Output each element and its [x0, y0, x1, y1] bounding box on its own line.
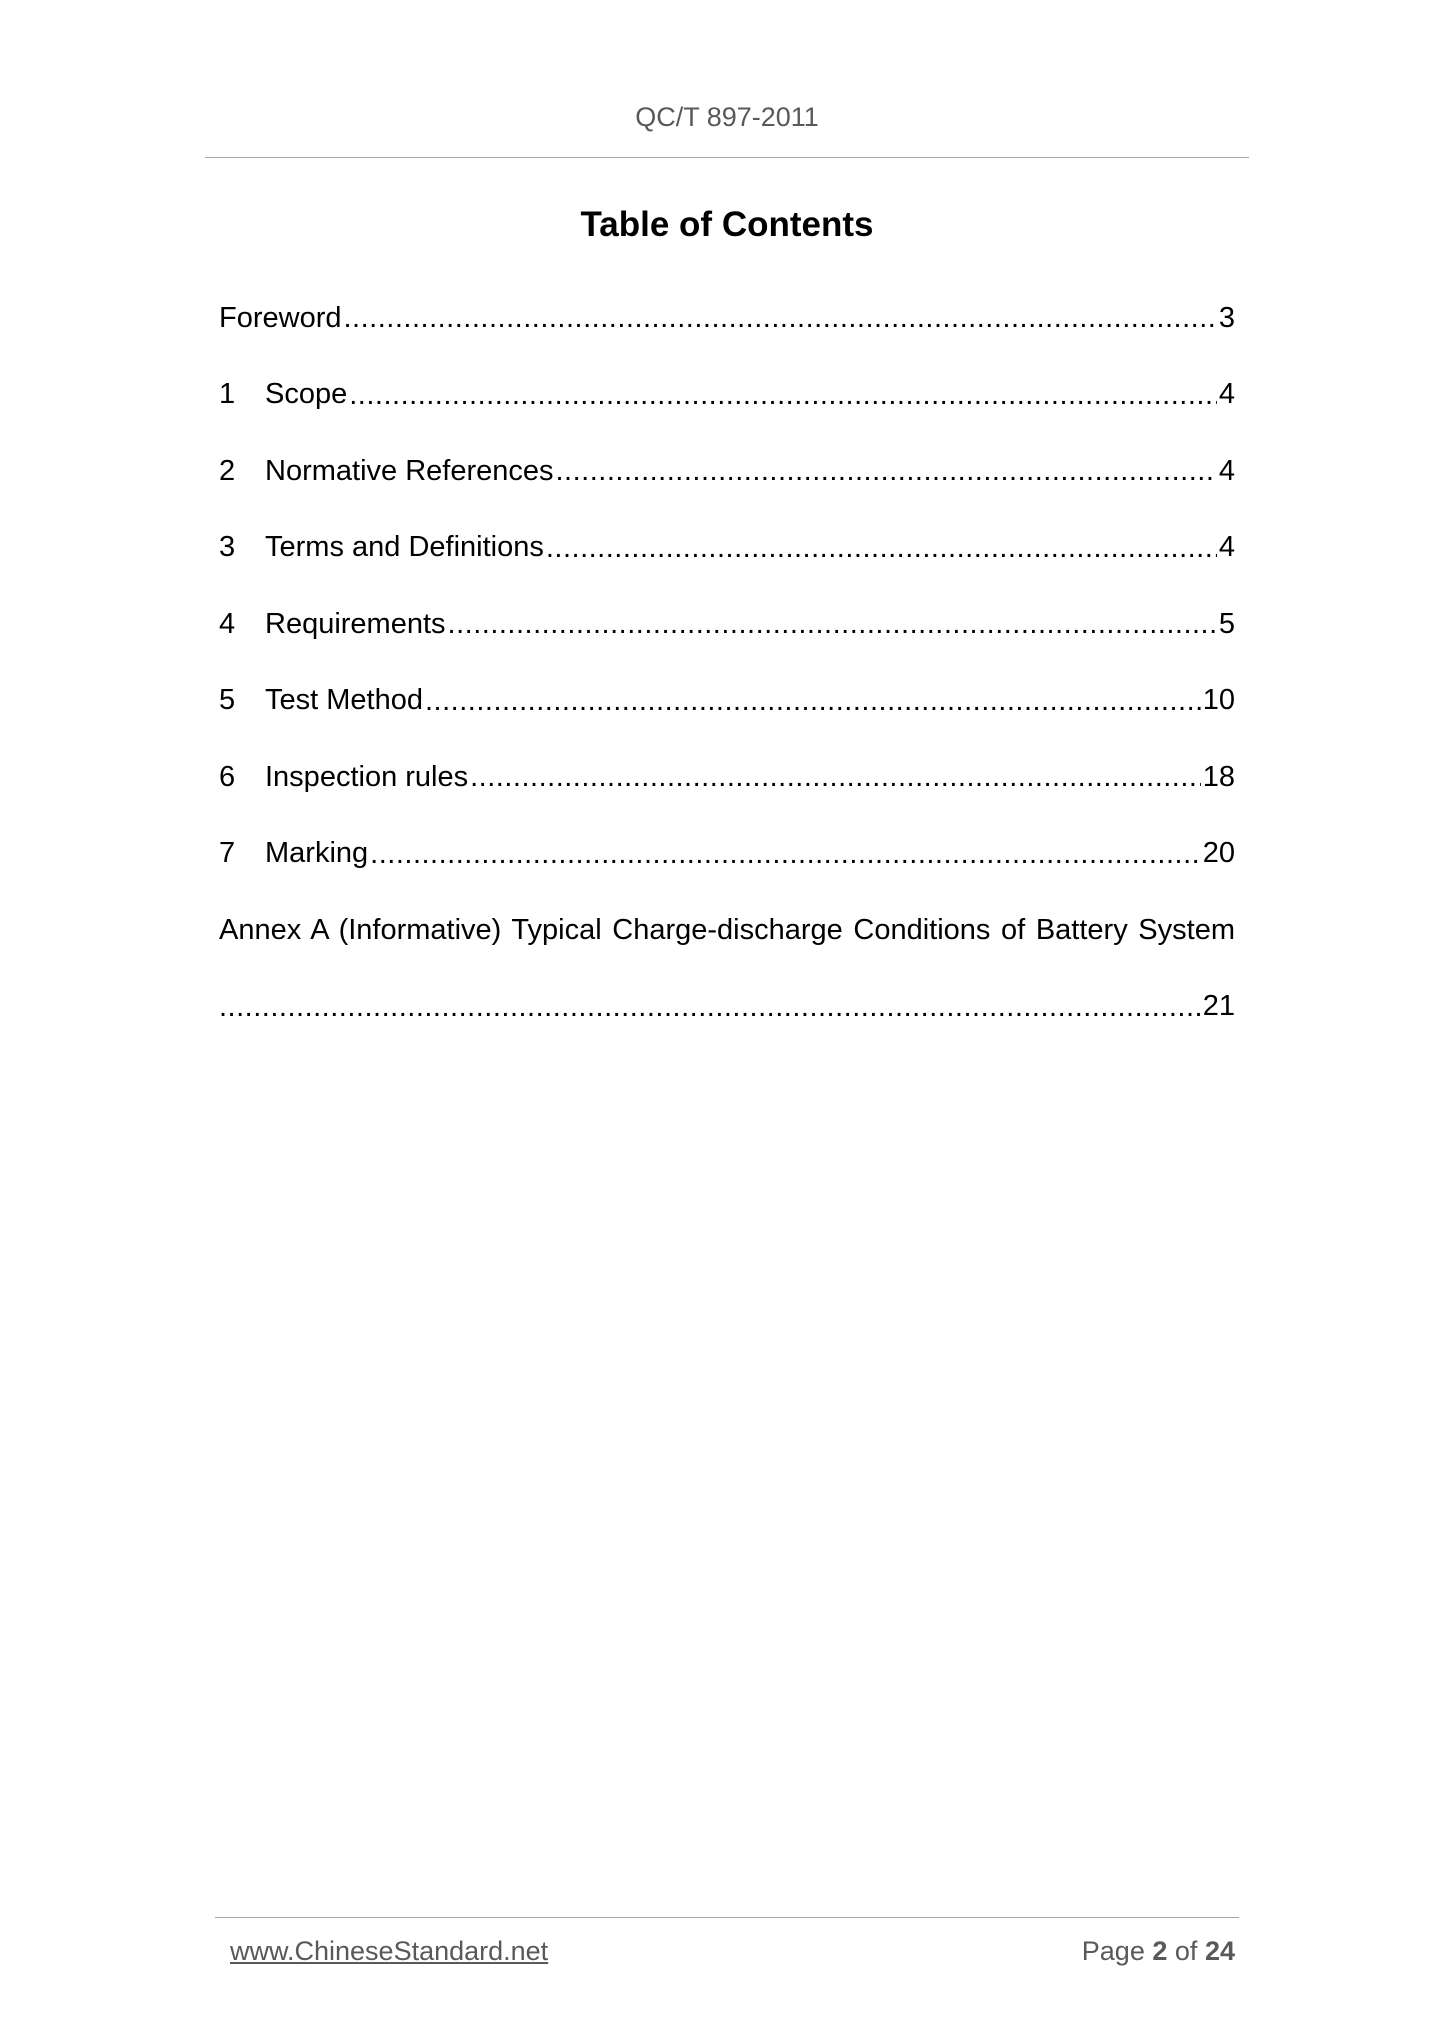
toc-entry-normative-references[interactable]: [219, 433, 1235, 510]
toc-entry-number: 5: [219, 684, 236, 717]
toc-entry-label: Terms and Definitions: [265, 531, 544, 564]
toc-entry-page: 18: [1202, 760, 1235, 793]
toc-entry-number: 1: [219, 378, 236, 411]
toc-entry-scope[interactable]: [219, 357, 1235, 434]
toc-entry-label: Scope: [265, 378, 348, 411]
toc-entry-label: Normative References: [265, 454, 554, 487]
toc-entry-number: 6: [219, 760, 236, 793]
toc-entry-label: Test Method: [265, 684, 423, 717]
toc-dot-leader: [556, 454, 1217, 488]
toc-entry-page: 20: [1202, 837, 1235, 870]
toc-entry-number: 7: [219, 837, 236, 870]
toc-entry-inspection-rules[interactable]: [219, 739, 1235, 816]
toc-entry-requirements[interactable]: [219, 586, 1235, 663]
toc-entry-label: Annex A (Informative) Typical Charge-discharge Conditions of Battery System: [219, 913, 1235, 946]
current-page-number: 2: [1152, 1936, 1168, 1966]
toc-entry-foreword[interactable]: [219, 280, 1235, 357]
page-indicator: [1082, 1936, 1235, 1967]
toc-dot-leader: [470, 760, 1201, 794]
toc-entry-terms-and-definitions[interactable]: [219, 510, 1235, 587]
toc-entry-page: 4: [1218, 378, 1235, 411]
toc-entry-page: 4: [1218, 454, 1235, 487]
toc-dot-leader: [425, 684, 1201, 718]
footer-divider: [215, 1917, 1239, 1918]
toc-entry-page: 21: [1202, 990, 1235, 1023]
toc-dot-leader: [546, 531, 1217, 565]
toc-title: Table of Contents: [580, 205, 874, 244]
toc-entry-label: Marking: [265, 837, 369, 870]
toc-entry-label: Inspection rules: [265, 760, 469, 793]
toc-entry-marking[interactable]: [219, 816, 1235, 893]
toc-entry-page: 5: [1218, 607, 1235, 640]
toc-entry-test-method[interactable]: [219, 663, 1235, 740]
toc-dot-leader: [349, 378, 1217, 412]
total-page-count: 24: [1204, 1936, 1235, 1966]
toc-entry-number: 2: [219, 454, 236, 487]
toc-entry-page: 10: [1202, 684, 1235, 717]
document-code-header: QC/T 897-2011: [635, 102, 819, 132]
header-divider: [205, 157, 1249, 158]
toc-entry-label: Requirements: [265, 607, 446, 640]
page-prefix: Page: [1081, 1936, 1145, 1966]
toc-entry-annex-a[interactable]: [219, 892, 1235, 969]
toc-entry-label: Foreword: [219, 301, 342, 334]
toc-entry-number: 3: [219, 531, 236, 564]
toc-dot-leader: [344, 301, 1217, 335]
toc-entry-annex-a-page-line[interactable]: [219, 969, 1235, 1046]
toc-entry-number: 4: [219, 607, 236, 640]
toc-entry-page: 4: [1218, 531, 1235, 564]
toc-dot-leader: [219, 990, 1201, 1024]
toc-entry-page: 3: [1218, 301, 1235, 334]
toc-dot-leader: [448, 607, 1217, 641]
toc-dot-leader: [370, 837, 1201, 871]
page-of-text: of: [1174, 1936, 1198, 1966]
website-link[interactable]: www.ChineseStandard.net: [230, 1936, 549, 1966]
table-of-contents: [219, 280, 1235, 1045]
